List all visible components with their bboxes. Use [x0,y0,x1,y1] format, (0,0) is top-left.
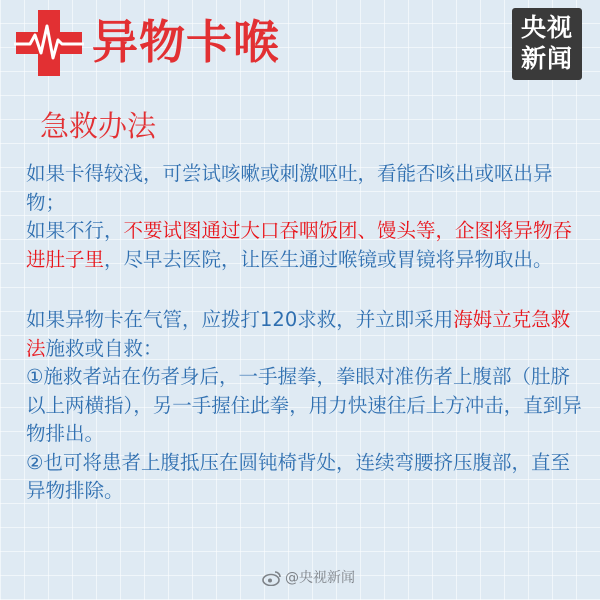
step-1: ①施救者站在伤者身后，一手握拳，拳眼对准伤者上腹部（肚脐以上两横指），另一手握住此拳，用力快速往后上方冲击，直到异物排出。 [26,365,582,445]
section-heading: 急救办法 [40,109,157,143]
logo-line-1: 央视 [520,13,573,42]
medical-cross-heartbeat-icon [14,8,84,78]
header [0,0,600,90]
p1-line-b-tail: ，尽早去医院，让医生通过喉镜或胃镜将异物取出。 [104,247,553,271]
weibo-icon [262,570,282,586]
step-2: ②也可将患者上腹抵压在圆钝椅背处，连续弯腰挤压腹部，直至异物排除。 [26,450,570,502]
watermark-text: @央视新闻 [285,570,355,586]
logo-line-2: 新闻 [520,44,573,73]
watermark [262,566,355,590]
page-title: 异物卡喉 [92,15,280,69]
article-body [26,160,582,506]
p1-emphasis: 不要试图通过大口吞咽饭团、馒头等，企图将异物吞进肚子里 [26,219,573,271]
paragraph-2 [26,306,582,506]
p2-emphasis: 海姆立克急救法 [26,308,571,360]
p1-line-a: 如果卡得较浅，可尝试咳嗽或刺激呕吐，看能否咳出或呕出异物； [26,162,553,214]
paragraph-gap [26,274,582,306]
paragraph-1 [26,160,582,274]
cctv-news-logo [512,8,582,80]
p2-line-a: 如果异物卡在气管，应拨打120求救，并立即采用 [26,308,454,331]
p1-line-b: 如果不行， [26,219,124,242]
p2-tail: 施救或自救： [45,336,163,360]
